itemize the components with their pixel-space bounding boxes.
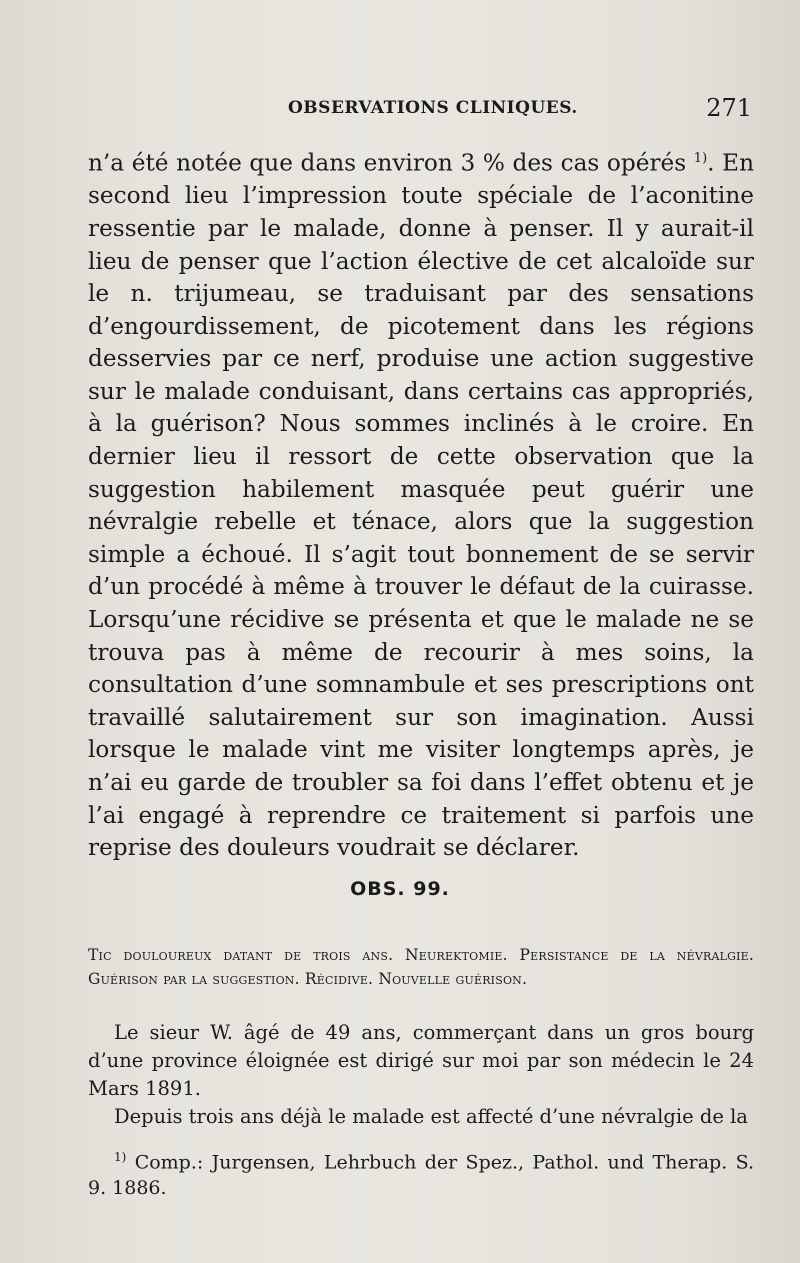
footnote-text: Comp.: Jurgensen, Lehrbuch der Spez., Pathol. und Therap. S. 9. 1886.	[88, 1151, 754, 1200]
observation-heading: OBS. 99.	[350, 878, 450, 900]
observation-title: Tic douloureux datant de trois ans. Neurektomie. Persistance de la névralgie. Guérison par la suggestion. Récidive. Nouvelle guérison.	[88, 946, 754, 988]
main-paragraph	[88, 143, 754, 865]
observation-paragraph-2: Depuis trois ans déjà le malade est affecté d’une névralgie de la	[114, 1105, 748, 1128]
footnote-reference: 1)	[693, 151, 708, 166]
footnote	[88, 1144, 754, 1201]
paragraph-start: n’a été notée que dans environ 3 % des cas opérés	[88, 149, 687, 177]
page-number: 271	[706, 94, 752, 122]
footnote-mark: 1)	[114, 1150, 127, 1164]
observation-body	[88, 1019, 754, 1131]
paragraph-continuation: . En second lieu l’impression toute spéciale de l’aconitine ressentie par le malade, donne à penser. Il y aurait-il lieu de penser que l’action élective de cet alcaloïde sur le n. trijumeau, se traduisant par des sensations d’engourdissement, de picotement dans les régions desservies par ce nerf, produise une action suggestive sur le malade conduisant, dans certains cas appropriés, à la guérison? Nous sommes inclinés à le croire. En dernier lieu il ressort de cette observation que la suggestion habilement masquée peut guérir une névralgie rebelle et ténace, alors que la suggestion simple a échoué. Il s’agit tout bonnement de se servir d’un procédé à même à trouver le défaut de la cuirasse. Lorsqu’une récidive se présenta et que le malade ne se trouva pas à même de recourir à mes soins, la consultation d’une somnambule et ses prescriptions ont travaillé salutairement sur son imagination. Aussi lorsque le malade vint me visiter longtemps après, je n’ai eu garde de troubler sa foi dans l’effet obtenu et je l’ai engagé à reprendre ce traitement si parfois une reprise des douleurs voudrait se déclarer.	[88, 149, 754, 862]
running-head	[88, 96, 752, 124]
running-title: OBSERVATIONS CLINIQUES.	[288, 98, 578, 118]
observation-paragraph-1: Le sieur W. âgé de 49 ans, commerçant dans un gros bourg d’une province éloignée est dirigé sur moi par son médecin le 24 Mars 1891.	[88, 1021, 754, 1100]
main-text	[88, 143, 754, 865]
